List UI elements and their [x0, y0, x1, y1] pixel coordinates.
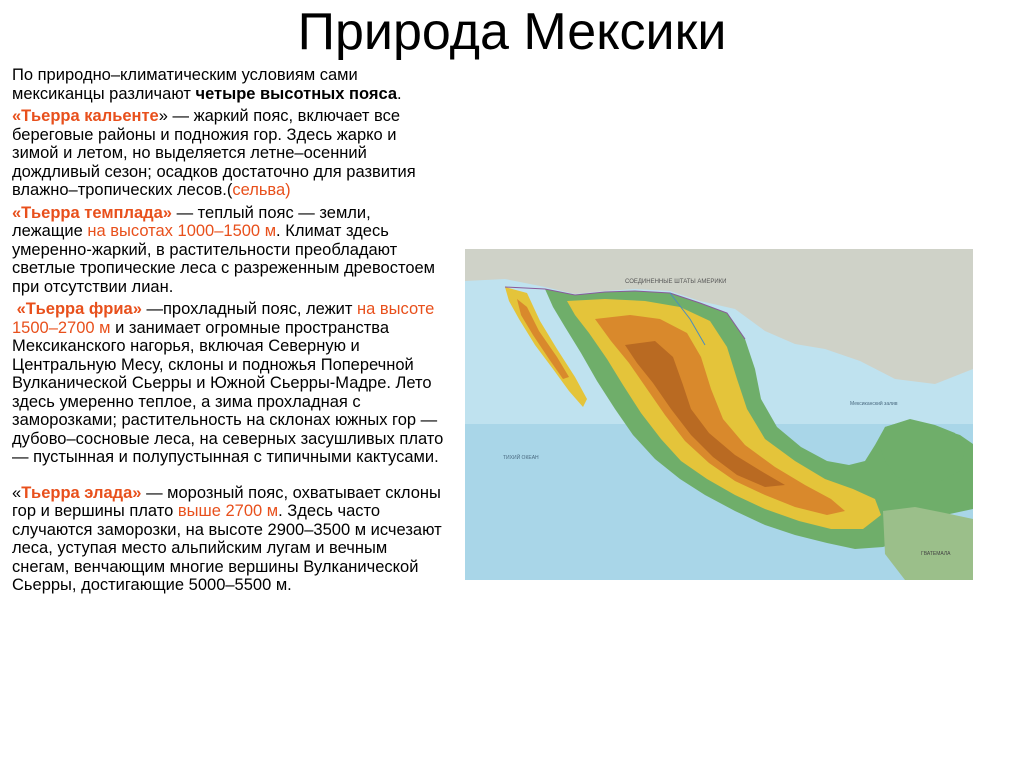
label-guatemala: ГВАТЕМАЛА — [921, 551, 951, 557]
zone4-text1: — морозный пояс, охватывает склоны гор и вершины плато — [12, 483, 441, 520]
zone4-text2: . Здесь часто случаются заморозки, на высоте 2900–3500 м исчезают леса, уступая место альпийским лугам и вечным снегам, венчающим многие вершины Вулканической Сьерры, достигающие 5000–5500 м. — [12, 502, 442, 594]
zone2-highlight: на высотах 1000–1500 м — [87, 222, 277, 240]
zone3-text2: и занимает огромные пространства Мексиканского нагорья, включая Северную и Центральную Месу, склоны и подножья Поперечной Вулканической Сьерры и Южной Сьерры-Мадре. Лето здесь умеренно теплое, а зима прохладная с заморозками; растительность на склонах южных гор — дубово–сосновые леса, на северных засушливых плато — пустынная и полупустынная с типичными кактусами. — [12, 318, 444, 466]
zone4-open-quote: « — [12, 483, 22, 502]
zone-tierra-templada — [12, 204, 444, 297]
intro-text: По природно–климатическим условиям сами мексиканцы различают — [12, 66, 358, 103]
map-svg — [465, 249, 973, 580]
text-column — [12, 66, 444, 599]
zone3-name: «Тьерра фриа» — [16, 300, 142, 318]
label-gulf: Мексиканский залив — [850, 401, 898, 407]
zone2-text1: — теплый пояс — земли, лежащие — [12, 203, 371, 240]
zone2-name: «Тьерра темплада» — [12, 203, 172, 222]
intro-bold: четыре высотных пояса — [195, 84, 398, 103]
intro-paragraph — [12, 66, 444, 103]
mexico-physical-map — [465, 249, 973, 580]
zone1-text: » — жаркий пояс, включает все береговые районы и подножия гор. Здесь жарко и зимой и летом, но выделяется летне–осенний дождливый сезон; осадков достаточно для развития влажно–тропических лесов.( — [12, 107, 416, 199]
page-title: Природа Мексики — [297, 3, 727, 61]
zone2-text2: . Климат здесь умеренно-жаркий, в растительности преобладают светлые тропические леса с разреженным древостоем при отсутствии лиан. — [12, 222, 436, 296]
label-pacific: ТИХИЙ ОКЕАН — [503, 455, 539, 461]
zone-tierra-helada — [12, 484, 444, 595]
zone1-name: «Тьерра кальенте — [12, 107, 159, 125]
intro-end: . — [397, 84, 402, 103]
label-usa: СОЕДИНЕННЫЕ ШТАТЫ АМЕРИКИ — [625, 279, 727, 285]
zone3-text1: —прохладный пояс, лежит — [141, 300, 358, 318]
zone-tierra-caliente — [12, 107, 444, 200]
zone4-highlight: выше 2700 м — [177, 502, 279, 520]
zone4-name: Тьерра элада» — [21, 483, 142, 502]
zone1-highlight: сельва) — [232, 181, 291, 199]
zone-tierra-fria — [12, 300, 444, 467]
zone3-highlight: на высоте 1500–2700 м — [12, 300, 435, 337]
